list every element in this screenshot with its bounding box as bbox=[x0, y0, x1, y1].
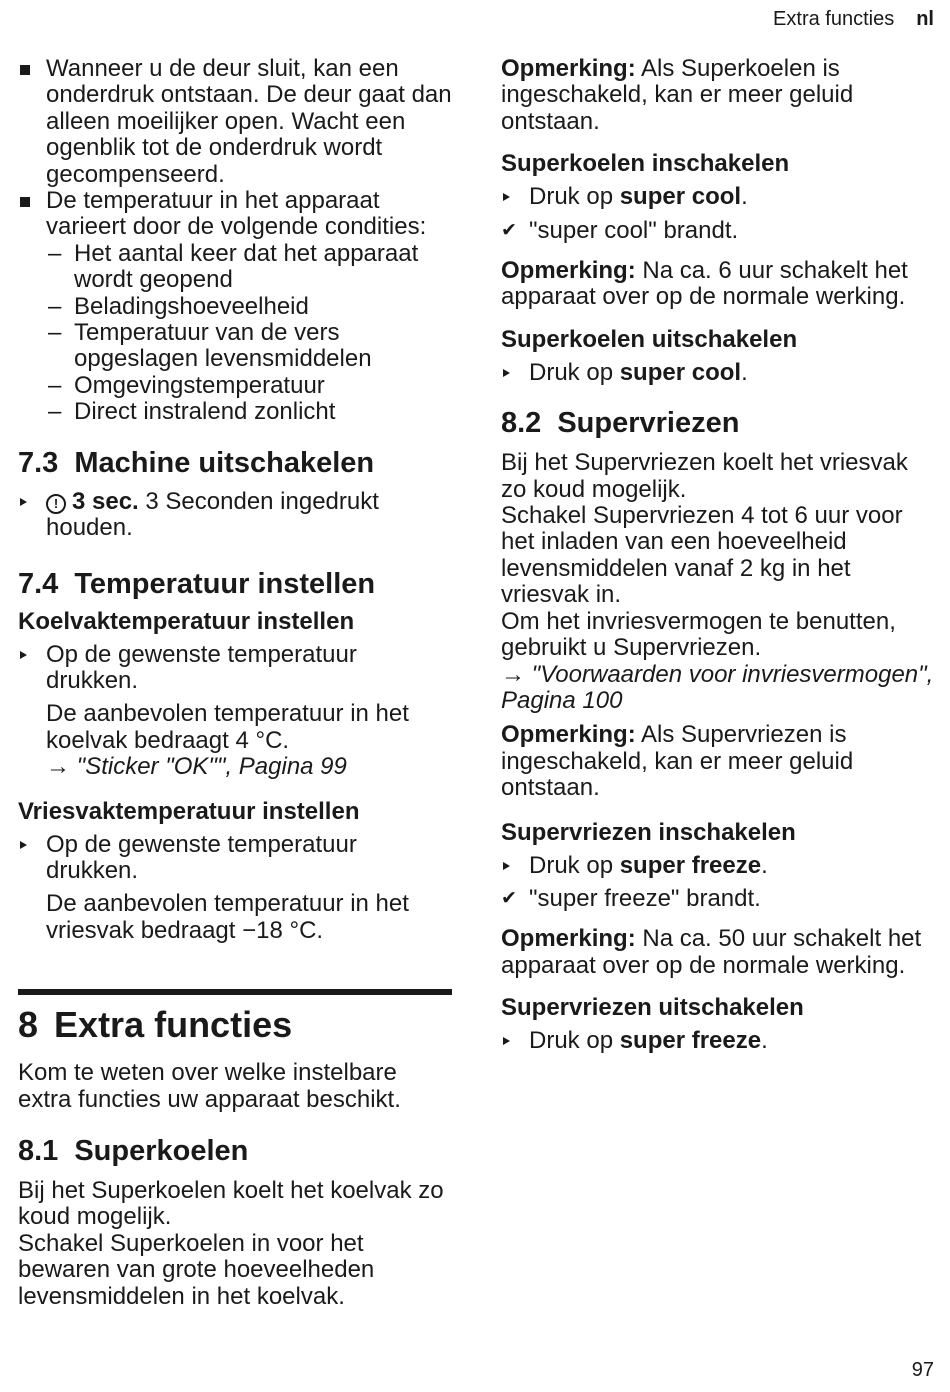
header-language-code: nl bbox=[916, 8, 934, 30]
supercool-on-heading: Superkoelen inschakelen bbox=[501, 150, 790, 178]
note-text: Als Superkoelen is ingeschakeld, kan er meer geluid ontstaan. bbox=[501, 55, 854, 135]
note-text: Na ca. 50 uur schakelt het apparaat over op de normale werking. bbox=[501, 925, 922, 979]
button-label-super-freeze: super freeze bbox=[619, 851, 762, 879]
step-text: . bbox=[761, 851, 768, 879]
note bbox=[501, 258, 937, 311]
paragraph: Schakel Supervriezen 4 tot 6 uur voor het inladen van een hoeveelheid levensmiddelen vanaf 2 kg in het vriesvak in. bbox=[501, 502, 903, 609]
paragraph: Bij het Superkoelen koelt het koelvak zo koud mogelijk. bbox=[18, 1176, 444, 1231]
supercool-off-heading: Superkoelen uitschakelen bbox=[501, 325, 798, 353]
note-label: Opmerking: bbox=[501, 925, 636, 953]
action-step bbox=[501, 184, 937, 210]
list-item: – Omgevingstemperatuur bbox=[46, 373, 452, 399]
action-step: Op de gewenste temperatuur drukken. bbox=[18, 642, 452, 695]
section-number: 7.3 bbox=[18, 446, 59, 479]
step-text: Druk op bbox=[529, 358, 620, 386]
list-item: Wanneer u de deur sluit, kan een onderdruk ontstaan. De deur gaat dan alleen moeilijker open. Wacht een ogenblik tot de onderdruk wordt gecompenseerd. bbox=[18, 56, 452, 188]
step-text: Druk op bbox=[529, 183, 620, 211]
section-heading-7-3 bbox=[18, 446, 452, 480]
button-label-super-freeze: super freeze bbox=[619, 1027, 762, 1055]
action-step bbox=[501, 1028, 937, 1054]
result-step bbox=[501, 218, 937, 244]
note-label: Opmerking: bbox=[501, 721, 636, 749]
check-icon: ✔ bbox=[501, 887, 517, 909]
paragraph: Schakel Superkoelen in voor het bewaren van grote hoeveelheden levensmiddelen in het koelvak. bbox=[18, 1229, 375, 1310]
action-step: Op de gewenste temperatuur drukken. bbox=[18, 832, 452, 885]
button-label-super-cool: super cool bbox=[619, 183, 742, 211]
chapter-intro: Kom te weten over welke instelbare extra functies uw apparaat beschikt. bbox=[18, 1059, 401, 1113]
section-heading-8-1 bbox=[18, 1134, 452, 1168]
list-item bbox=[18, 188, 452, 426]
note-label: Opmerking: bbox=[501, 55, 636, 82]
step-text: Druk op bbox=[529, 851, 620, 879]
button-label-super-cool: super cool bbox=[619, 358, 742, 386]
note-text: Na ca. 6 uur schakelt het apparaat over op de normale werking. bbox=[501, 257, 908, 311]
section-heading-7-4 bbox=[18, 567, 452, 601]
note bbox=[501, 722, 937, 801]
action-step bbox=[501, 360, 937, 386]
action-step bbox=[501, 853, 937, 879]
note bbox=[501, 56, 937, 135]
conditions-bullet-list bbox=[18, 56, 452, 426]
cross-reference-link[interactable]: → "Voorwaarden voor invriesvermogen", Pagina 100 bbox=[501, 662, 937, 715]
section-number: 8.2 bbox=[501, 407, 542, 440]
chapter-title: Extra functies bbox=[54, 1004, 293, 1046]
result-text: "super cool" brandt. bbox=[529, 216, 739, 244]
freezer-temp-heading: Vriesvaktemperatuur instellen bbox=[18, 797, 360, 825]
step-text: 3 Seconden ingedrukt houden. bbox=[46, 487, 379, 542]
list-item: – Temperatuur van de vers opgeslagen levensmiddelen bbox=[46, 320, 452, 373]
section-title: Temperatuur instellen bbox=[74, 567, 376, 600]
note-text: Als Supervriezen is ingeschakeld, kan er meer geluid ontstaan. bbox=[501, 721, 854, 802]
step-text: Druk op bbox=[529, 1027, 620, 1055]
power-icon: ! bbox=[46, 494, 66, 514]
check-icon: ✔ bbox=[501, 219, 517, 241]
action-step bbox=[18, 489, 452, 542]
fridge-temp-heading: Koelvaktemperatuur instellen bbox=[18, 607, 355, 635]
header-section-title: Extra functies bbox=[773, 8, 895, 30]
section-heading-8-2 bbox=[501, 406, 937, 440]
condition-sublist bbox=[46, 241, 452, 426]
superfreeze-off-heading: Supervriezen uitschakelen bbox=[501, 994, 804, 1022]
list-item: – Direct instralend zonlicht bbox=[46, 399, 452, 425]
freezer-temp-info: De aanbevolen temperatuur in het vriesvak bedraagt −18 °C. bbox=[46, 890, 409, 944]
step-text: . bbox=[741, 358, 748, 386]
step-bold: 3 sec. bbox=[72, 487, 139, 515]
note-label: Opmerking: bbox=[501, 257, 636, 285]
section-number: 8.1 bbox=[18, 1134, 59, 1167]
right-column bbox=[501, 56, 937, 1055]
list-item: – Het aantal keer dat het apparaat wordt geopend bbox=[46, 241, 452, 294]
paragraph: Bij het Supervriezen koelt het vriesvak zo koud mogelijk. bbox=[501, 449, 908, 503]
section-title: Superkoelen bbox=[74, 1134, 249, 1167]
result-step bbox=[501, 886, 937, 912]
chapter-heading-8 bbox=[18, 989, 452, 1046]
running-header bbox=[773, 8, 934, 31]
step-text: . bbox=[761, 1027, 768, 1055]
section-title: Machine uitschakelen bbox=[74, 446, 375, 479]
paragraph: Om het invriesvermogen te benutten, gebruikt u Supervriezen. bbox=[501, 607, 896, 662]
step-text: . bbox=[741, 183, 748, 211]
left-column bbox=[18, 56, 452, 1310]
list-item-text: De temperatuur in het apparaat varieert door de volgende condities: bbox=[46, 187, 427, 241]
note bbox=[501, 926, 937, 979]
superfreeze-on-heading: Supervriezen inschakelen bbox=[501, 818, 796, 846]
chapter-number: 8 bbox=[18, 1004, 39, 1046]
page-number: 97 bbox=[911, 1359, 934, 1381]
list-item: – Beladingshoeveelheid bbox=[46, 294, 452, 320]
cross-reference-link[interactable]: → "Sticker "OK"", Pagina 99 bbox=[18, 754, 452, 780]
fridge-temp-info: De aanbevolen temperatuur in het koelvak bedraagt 4 °C. bbox=[46, 700, 409, 754]
section-title: Supervriezen bbox=[557, 407, 740, 440]
result-text: "super freeze" brandt. bbox=[529, 884, 761, 912]
section-number: 7.4 bbox=[18, 567, 59, 600]
